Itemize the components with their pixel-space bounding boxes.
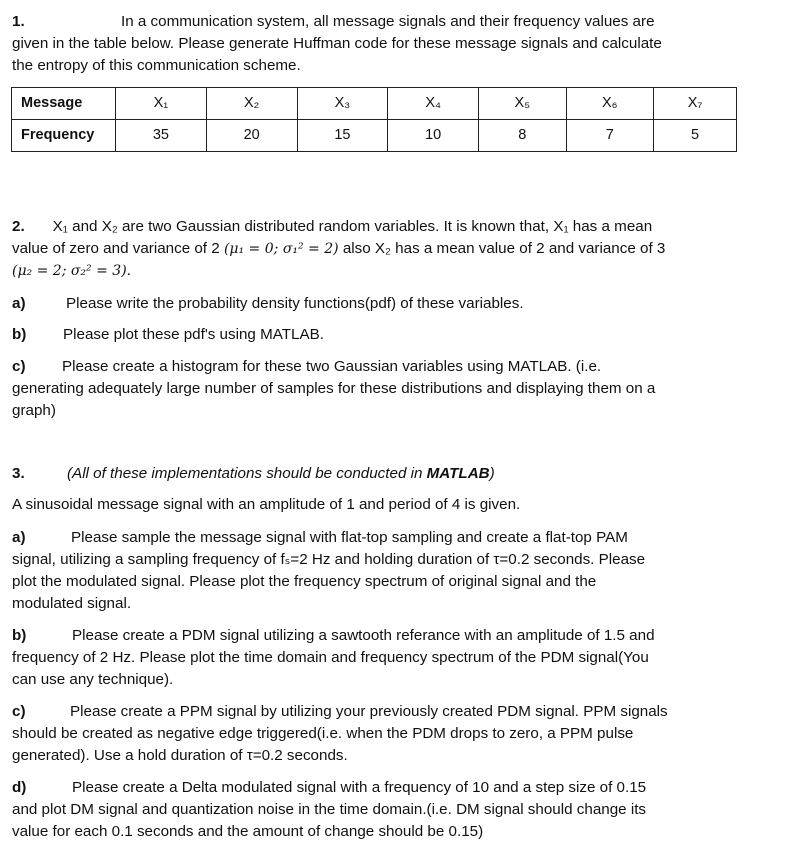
q3-a-line4: modulated signal. [12,595,132,612]
q3-d-line3: value for each 0.1 seconds and the amount of change should be 0.15) [12,823,484,840]
message-cell: X₅ [479,88,566,120]
q3-a-label: a) [12,529,26,546]
q2-c-label: c) [12,358,26,375]
q2-line2-tail: also X₂ has a mean value of 2 and variance of 3 [342,240,666,257]
q3-c-line2: should be created as negative edge triggered(i.e. when the PDM drops to zero, a PPM pulse [12,725,634,742]
message-cell: X₄ [388,88,479,120]
frequency-cell: 7 [566,120,654,152]
q2-line1-wrap [12,216,652,238]
q1-line1: In a communication system, all message signals and their frequency values are [121,13,655,30]
frequency-cell: 20 [206,120,297,152]
q3-b-line3: can use any technique). [12,671,174,688]
message-cell: X₇ [654,88,737,120]
q2-b-text: Please plot these pdf's using MATLAB. [63,326,324,343]
q3-c-line1: Please create a PPM signal by utilizing your previously created PDM signal. PPM signals [70,703,668,720]
frequency-cell: 10 [388,120,479,152]
q3-a-line1: Please sample the message signal with flat-top sampling and create a flat-top PAM [71,529,628,546]
table-row-message [12,88,737,120]
q2-b-label: b) [12,326,27,343]
q3-note-bold: MATLAB [426,465,490,482]
q2-c-line3: graph) [12,402,56,419]
q2-a-text: Please write the probability density functions(pdf) of these variables. [66,295,524,312]
q2-line2-wrap [12,238,665,261]
q2-params-x2: (μ₂ = 2; σ₂² = 3). [12,263,132,279]
q3-a-line3: plot the modulated signal. Please plot the frequency spectrum of original signal and the [12,573,597,590]
frequency-cell: 8 [479,120,566,152]
q3-d-line2: and plot DM signal and quantization noise in the time domain.(i.e. DM signal should change its [12,801,647,818]
row-label-message: Message [12,88,116,120]
q3-intro: A sinusoidal message signal with an amplitude of 1 and period of 4 is given. [12,496,521,513]
q3-b-label: b) [12,627,27,644]
q3-d-label: d) [12,779,27,796]
q2-line1: X₁ and X₂ are two Gaussian distributed random variables. It is known that, X₁ has a mean [52,218,653,235]
q3-d-line1: Please create a Delta modulated signal with a frequency of 10 and a step size of 0.15 [72,779,647,796]
message-cell: X₃ [297,88,388,120]
q2-c-line2: generating adequately large number of samples for these distributions and displaying them on a [12,380,656,397]
q3-note-pre: (All of these implementations should be conducted in [67,465,427,482]
frequency-table [11,87,737,152]
q1-number: 1. [12,13,25,30]
q1-line2: given in the table below. Please generate Huffman code for these message signals and calculate [12,35,662,52]
q3-note-post: ) [489,465,495,482]
q3-number: 3. [12,465,25,482]
q3-c-label: c) [12,703,26,720]
q3-b-line1: Please create a PDM signal utilizing a sawtooth referance with an amplitude of 1.5 and [72,627,655,644]
q2-a-label: a) [12,295,26,312]
row-label-frequency: Frequency [12,120,116,152]
message-cell: X₆ [566,88,654,120]
q3-c-line3: generated). Use a hold duration of τ=0.2 seconds. [12,747,348,764]
frequency-cell: 15 [297,120,388,152]
q2-line2-text: value of zero and variance of 2 [12,240,220,257]
table-row-frequency [12,120,737,152]
q2-number: 2. [12,218,25,235]
q1-line3: the entropy of this communication scheme. [12,57,301,74]
q2-params-x1: (μ₁ = 0; σ₁² = 2) [223,241,339,257]
q3-b-line2: frequency of 2 Hz. Please plot the time domain and frequency spectrum of the PDM signal(You [12,649,649,666]
q3-a-line2: signal, utilizing a sampling frequency of fₛ=2 Hz and holding duration of τ=0.2 seconds. Please [12,551,646,568]
q2-c-line1: Please create a histogram for these two Gaussian variables using MATLAB. (i.e. [62,358,602,375]
q3-note [67,463,495,485]
frequency-cell: 5 [654,120,737,152]
frequency-cell: 35 [116,120,207,152]
message-cell: X₁ [116,88,207,120]
message-cell: X₂ [206,88,297,120]
